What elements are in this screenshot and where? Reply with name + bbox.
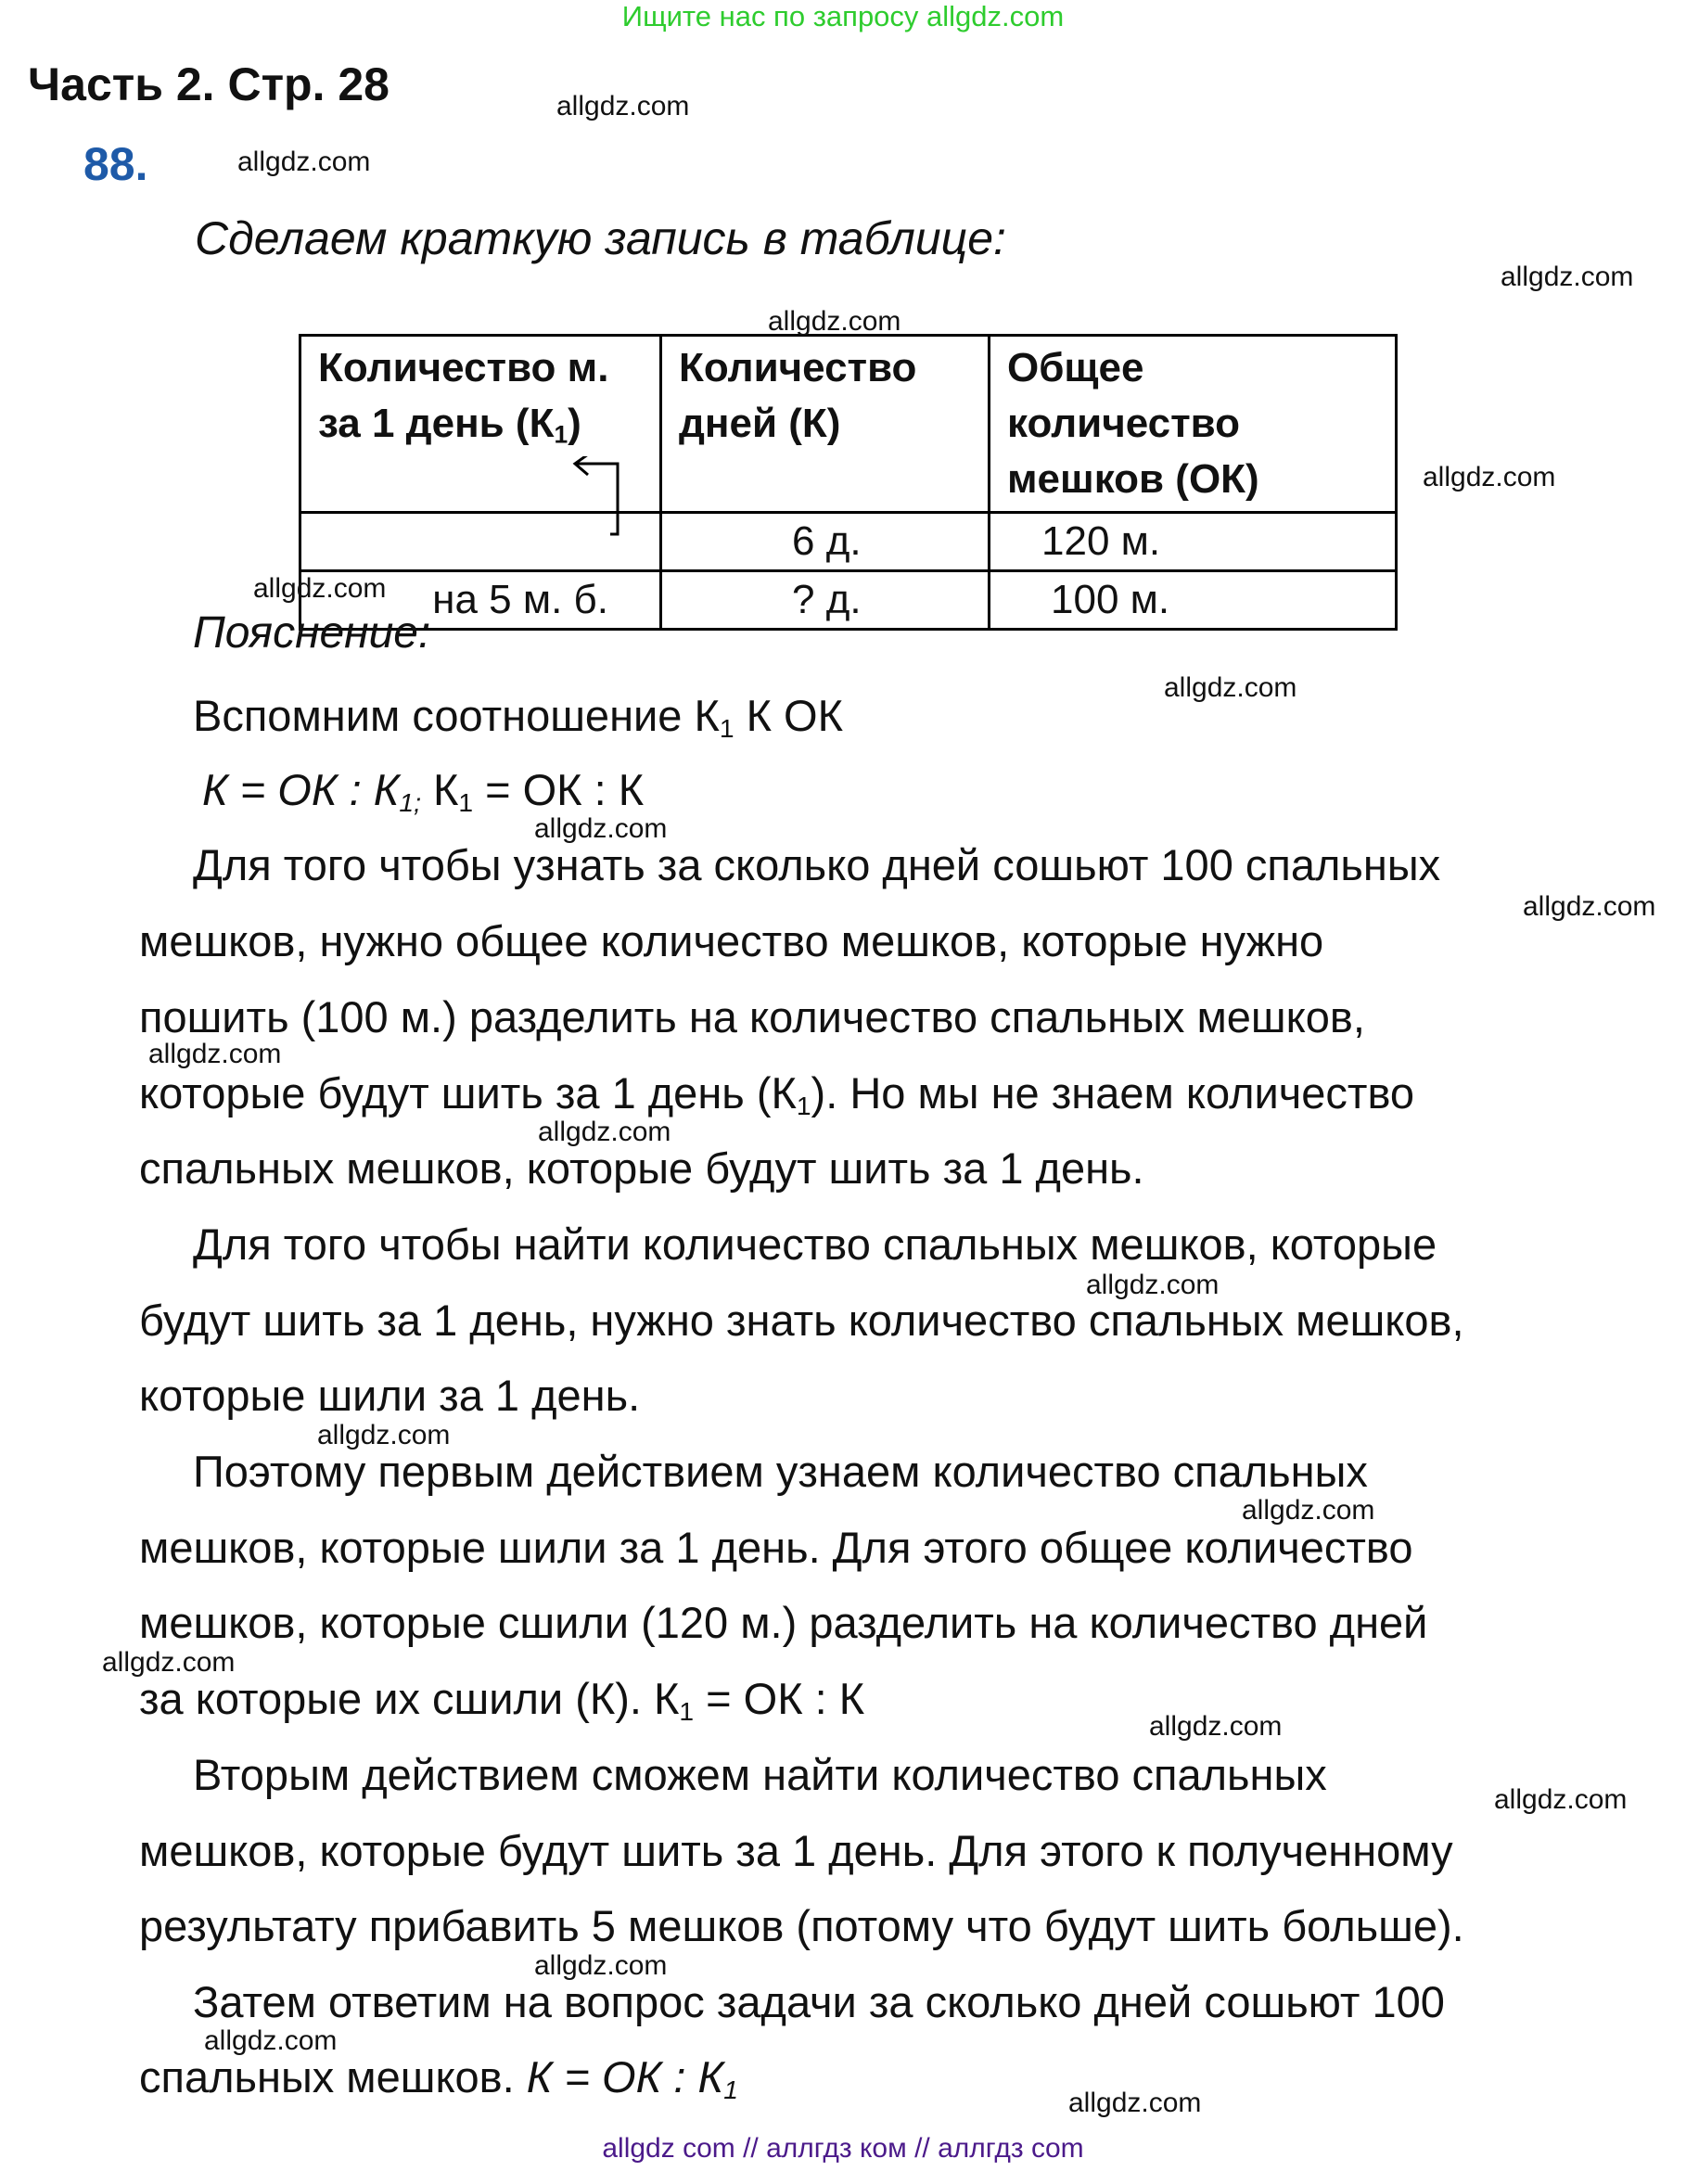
watermark: allgdz.com bbox=[1501, 262, 1634, 292]
table-row bbox=[300, 513, 1397, 571]
text-segment: за которые их сшили (К). К bbox=[139, 1674, 680, 1723]
header-total bbox=[990, 336, 1397, 513]
text-segment: К ОК bbox=[734, 691, 843, 740]
body-line bbox=[193, 1217, 1437, 1272]
text-segment: ). Но мы не знаем количество bbox=[811, 1068, 1415, 1118]
watermark: allgdz.com bbox=[148, 1039, 282, 1069]
exercise-number: 88. bbox=[83, 138, 148, 190]
footer-links: allgdz com // аллгдз ком // аллгдз com bbox=[602, 2133, 1084, 2164]
text-segment: которые шили за 1 день. bbox=[139, 1371, 641, 1420]
body-line bbox=[139, 913, 1323, 969]
watermark: allgdz.com bbox=[1086, 1270, 1220, 1300]
text-segment: Вспомним соотношение К bbox=[193, 691, 720, 740]
body-line bbox=[193, 1747, 1327, 1803]
text-segment: К bbox=[420, 765, 459, 814]
subscript: 1 bbox=[796, 1091, 811, 1121]
body-line bbox=[139, 1520, 1413, 1576]
header-text: Общее количество bbox=[1007, 345, 1241, 446]
body-line bbox=[193, 837, 1440, 893]
text-segment: = ОК : К bbox=[694, 1674, 865, 1723]
table-cell: ? д. bbox=[661, 571, 990, 630]
search-banner: Ищите нас по запросу allgdz.com bbox=[621, 0, 1065, 32]
text-segment: будут шить за 1 день, нужно знать количество спальных мешков, bbox=[139, 1296, 1464, 1345]
text-segment: К = ОК : К bbox=[202, 765, 400, 814]
watermark: allgdz.com bbox=[102, 1647, 236, 1678]
watermark: allgdz.com bbox=[253, 573, 387, 604]
body-line bbox=[139, 1293, 1464, 1348]
text-segment: мешков, которые будут шить за 1 день. Для этого к полученному bbox=[139, 1826, 1453, 1875]
subscript: 1 bbox=[679, 1696, 695, 1727]
text-segment: мешков, нужно общее количество мешков, которые нужно bbox=[139, 916, 1324, 965]
text-segment: К = ОК : К bbox=[526, 2052, 724, 2101]
text-segment: мешков, которые сшили (120 м.) разделить на количество дней bbox=[139, 1598, 1428, 1647]
header-text: мешков (ОК) bbox=[1007, 456, 1259, 502]
watermark: allgdz.com bbox=[204, 2025, 338, 2056]
text-segment: Для того чтобы найти количество спальных мешков, которые bbox=[193, 1220, 1437, 1269]
text-segment: Затем ответим на вопрос задачи за сколько дней сошьют 100 bbox=[193, 1977, 1445, 2026]
table-row bbox=[300, 571, 1397, 630]
text-segment: результату прибавить 5 мешков (потому что будут шить больше). bbox=[139, 1901, 1464, 1950]
body-line bbox=[193, 1974, 1445, 2030]
table-cell: 6 д. bbox=[661, 513, 990, 571]
text-segment: Вторым действием сможем найти количество спальных bbox=[193, 1750, 1327, 1799]
header-text: за 1 день (К bbox=[318, 401, 555, 446]
body-line bbox=[139, 990, 1365, 1045]
header-text: дней (К) bbox=[679, 401, 841, 446]
watermark: allgdz.com bbox=[317, 1420, 451, 1450]
watermark: allgdz.com bbox=[1164, 672, 1297, 703]
body-line bbox=[139, 1823, 1453, 1879]
watermark: allgdz.com bbox=[534, 1950, 668, 1981]
header-days bbox=[661, 336, 990, 513]
watermark: allgdz.com bbox=[1149, 1711, 1283, 1742]
subscript: 1 bbox=[723, 2075, 738, 2105]
watermark: allgdz.com bbox=[768, 306, 901, 337]
subscript: 1 bbox=[554, 420, 568, 449]
table-cell: на 5 м. б. bbox=[300, 571, 661, 630]
text-segment: мешков, которые шили за 1 день. Для этого общее количество bbox=[139, 1523, 1413, 1572]
watermark: allgdz.com bbox=[1068, 2088, 1202, 2118]
table-cell: 120 м. bbox=[990, 513, 1397, 571]
text-segment: = ОК : К bbox=[473, 765, 645, 814]
text-segment: спальных мешков, которые будут шить за 1 день. bbox=[139, 1143, 1144, 1193]
body-line bbox=[193, 1444, 1368, 1500]
body-line bbox=[193, 688, 843, 756]
watermark: allgdz.com bbox=[538, 1117, 671, 1147]
text-segment: Для того чтобы узнать за сколько дней сошьют 100 спальных bbox=[193, 840, 1441, 889]
watermark: allgdz.com bbox=[534, 813, 668, 844]
subscript: 1 bbox=[458, 787, 474, 818]
explanation-label: Пояснение: bbox=[193, 608, 431, 658]
subscript: 1 bbox=[719, 713, 734, 744]
watermark: allgdz.com bbox=[1242, 1495, 1375, 1526]
subscript: 1; bbox=[399, 787, 421, 818]
watermark: allgdz.com bbox=[1423, 462, 1556, 492]
body-line bbox=[139, 2050, 738, 2117]
watermark: allgdz.com bbox=[556, 91, 690, 121]
table-header-row bbox=[300, 336, 1397, 513]
body-line bbox=[139, 1066, 1414, 1133]
header-text: Количество bbox=[679, 345, 917, 390]
body-line bbox=[139, 1898, 1464, 1954]
page-title: Часть 2. Стр. 28 bbox=[28, 58, 390, 110]
summary-table bbox=[299, 334, 1398, 631]
table-cell: 100 м. bbox=[990, 571, 1397, 630]
watermark: allgdz.com bbox=[237, 147, 371, 177]
intro-text: Сделаем краткую запись в таблице: bbox=[195, 212, 1006, 264]
watermark: allgdz.com bbox=[1494, 1784, 1628, 1815]
text-segment: спальных мешков. bbox=[139, 2052, 527, 2101]
text-segment: пошить (100 м.) разделить на количество спальных мешков, bbox=[139, 992, 1365, 1041]
bracket-arrow-icon bbox=[566, 456, 621, 540]
text-segment: которые будут шить за 1 день (К bbox=[139, 1068, 797, 1118]
body-line bbox=[139, 1368, 640, 1424]
header-text: ) bbox=[568, 401, 581, 446]
body-line bbox=[139, 1141, 1144, 1196]
watermark: allgdz.com bbox=[1523, 891, 1656, 922]
body-line bbox=[139, 1671, 864, 1739]
text-segment: Поэтому первым действием узнаем количество спальных bbox=[193, 1447, 1368, 1496]
body-line bbox=[139, 1595, 1427, 1651]
header-text: Количество м. bbox=[318, 345, 609, 390]
